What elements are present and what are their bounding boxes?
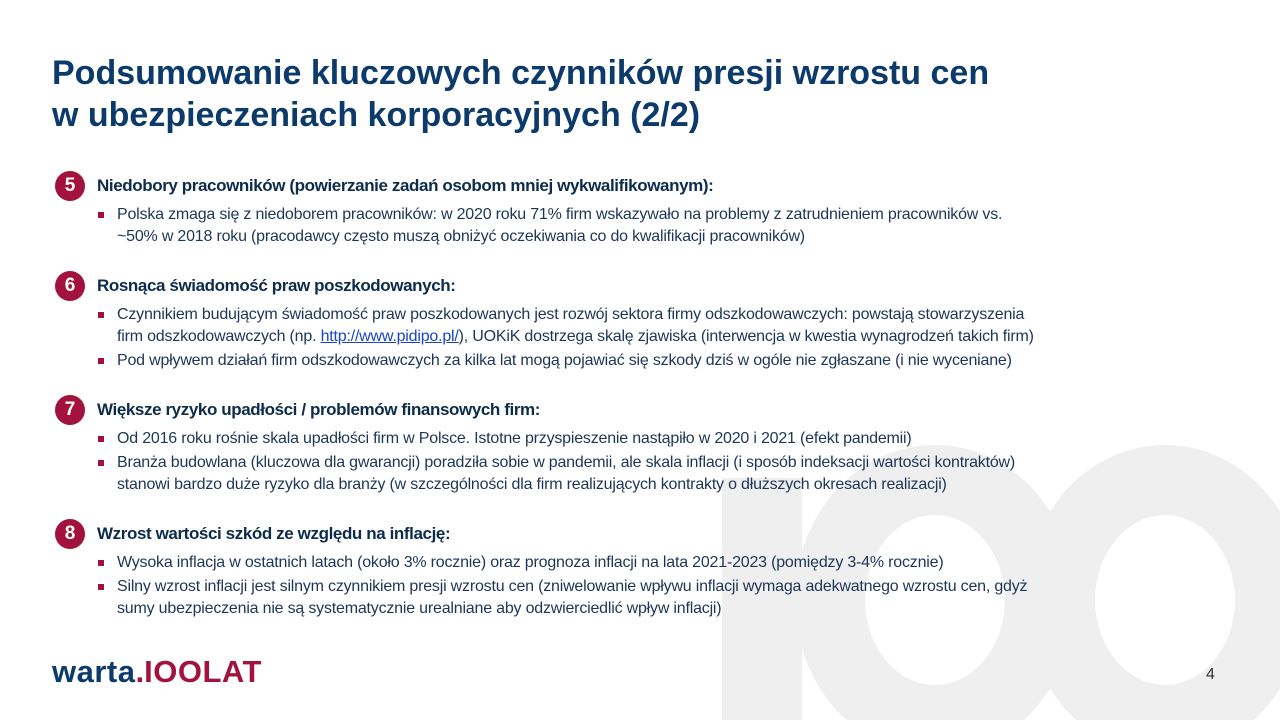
bullet-item: Polska zmaga się z niedoborem pracowników: w 2020 roku 71% firm wskazywało na problemy z zatrudnieniem pracowników vs. ~50% w 2018 roku (pracodawcy często muszą obniżyć oczekiwania co do kwalifikacji pracowników) [97, 204, 1235, 248]
section-number-badge: 5 [55, 171, 85, 201]
section-8 [55, 518, 1235, 620]
section-heading: Wzrost wartości szkód ze względu na inflację: [97, 524, 451, 543]
section-number-badge: 8 [55, 519, 85, 549]
square-bullet-icon [98, 358, 104, 364]
section-heading: Większe ryzyko upadłości / problemów finansowych firm: [97, 400, 541, 419]
square-bullet-icon [98, 436, 104, 442]
logo-suffix: IOOLAT [144, 654, 262, 689]
square-bullet-icon [98, 584, 104, 590]
section-5 [55, 170, 1235, 248]
section-heading: Rosnąca świadomość praw poszkodowanych: [97, 276, 456, 295]
page-title [52, 52, 1202, 136]
section-number-badge: 7 [55, 395, 85, 425]
logo-brand: warta [52, 654, 136, 689]
content-list [55, 170, 1235, 622]
square-bullet-icon [98, 460, 104, 466]
logo-dot: . [135, 654, 145, 689]
warta-logo [52, 654, 262, 690]
bullet-item: Pod wpływem działań firm odszkodowawczych za kilka lat mogą pojawiać się szkody dziś w ogóle nie zgłaszane (i nie wyceniane) [97, 350, 1235, 372]
bullet-item: Wysoka inflacja w ostatnich latach (około 3% rocznie) oraz prognoza inflacji na lata 2021-2023 (pomiędzy 3-4% rocznie) [97, 552, 1235, 574]
section-6 [55, 270, 1235, 372]
bullet-item: Branża budowlana (kluczowa dla gwarancji) poradziła sobie w pandemii, ale skala inflacji (i sposób indeksacji wartości kontraktów) stanowi bardzo duże ryzyko dla branży (w szczególności dla firm realizujących kontrakty o dłuższych okresach realizacji) [97, 452, 1235, 496]
pidipo-link[interactable]: http://www.pidipo.pl/ [320, 328, 459, 345]
square-bullet-icon [98, 212, 104, 218]
square-bullet-icon [98, 312, 104, 318]
square-bullet-icon [98, 560, 104, 566]
bullet-item: Silny wzrost inflacji jest silnym czynnikiem presji wzrostu cen (zniwelowanie wpływu inflacji wymaga adekwatnego wzrostu cen, gdyż sumy ubezpieczenia nie są systematycznie urealniane aby odzwierciedlić wpływ inflacji) [97, 576, 1235, 620]
section-7 [55, 394, 1235, 496]
title-line-1: Podsumowanie kluczowych czynników presji wzrostu cen [52, 54, 990, 92]
bullet-item: Czynnikiem budującym świadomość praw poszkodowanych jest rozwój sektora firmy odszkodowawczych: powstają stowarzyszenia firm odszkodowawczych (np. http://www.pidipo.pl/), UOKiK dostrzega skalę zjawiska (interwencja w kwestia wynagrodzeń takich firm) [97, 304, 1235, 348]
page-number: 4 [1206, 666, 1215, 683]
section-number-badge: 6 [55, 271, 85, 301]
title-line-2: w ubezpieczeniach korporacyjnych (2/2) [52, 96, 701, 134]
section-heading: Niedobory pracowników (powierzanie zadań osobom mniej wykwalifikowanym): [97, 176, 714, 195]
bullet-item: Od 2016 roku rośnie skala upadłości firm w Polsce. Istotne przyspieszenie nastąpiło w 2020 i 2021 (efekt pandemii) [97, 428, 1235, 450]
